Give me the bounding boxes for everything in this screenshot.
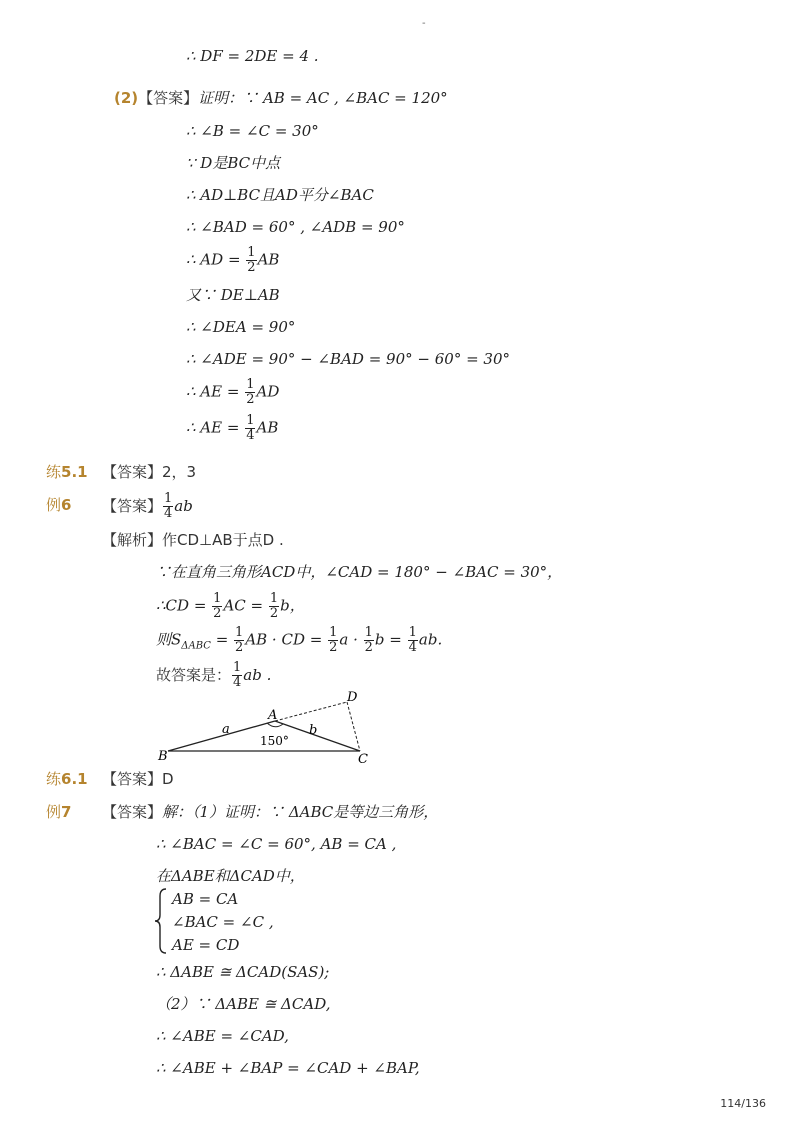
frac-den: 2: [213, 606, 222, 621]
expr-pre: ∴ AE =: [186, 382, 245, 401]
example-prefix: 例: [46, 803, 62, 821]
label-side-a: a: [222, 722, 230, 737]
condition-3: AE = CD: [172, 936, 240, 954]
frac-den: 2: [329, 640, 338, 655]
header-mark: -: [422, 18, 426, 29]
frac-num: 1: [164, 491, 173, 506]
expr-pre: 则S: [156, 630, 182, 649]
answer-value: ab: [174, 497, 193, 515]
example-label: [46, 803, 71, 821]
frac-den: 2: [364, 640, 373, 655]
frac-num: 1: [246, 413, 255, 428]
segment-cd: [347, 702, 360, 751]
fraction-half: [212, 592, 222, 621]
proof-line-df: ∴ DF = 2DE = 4 .: [186, 47, 319, 65]
expr-post: AD: [256, 382, 280, 401]
proof-line-angles: ∴ ∠B = ∠C = 30°: [186, 122, 319, 140]
solution-line-1: ∴ ∠BAC = ∠C = 60°, AB = CA ,: [156, 835, 397, 853]
analysis-step-2: [156, 592, 305, 621]
analysis-step-1: ∵在直角三角形ACD中，∠CAD = 180° − ∠BAC = 30°，: [156, 563, 563, 581]
frac-num: 1: [247, 245, 256, 260]
frac-num: 1: [235, 625, 244, 640]
frac-den: 4: [246, 428, 255, 443]
expr-post: AB: [256, 418, 279, 437]
solution-line-2: 在ΔABE和ΔCAD中，: [156, 867, 305, 885]
answer-value: 2，3: [162, 463, 197, 481]
expr-eq: =: [210, 630, 234, 649]
answer-label: 【答案】: [102, 770, 163, 788]
label-d: D: [347, 690, 358, 705]
fraction-half: [234, 626, 244, 655]
part-2-tag: (2): [114, 89, 139, 107]
fraction-quarter: [408, 626, 418, 655]
part-2-line: [114, 88, 448, 108]
page-number: 114/136: [720, 1097, 766, 1110]
example-6-answer: [102, 492, 193, 521]
exercise-6-1-answer: [102, 769, 174, 789]
expr-mid: AC =: [223, 596, 268, 615]
frac-num: 1: [408, 625, 417, 640]
expr-e: ab.: [418, 630, 443, 649]
answer-label: 【答案】: [102, 497, 163, 515]
frac-num: 1: [329, 625, 338, 640]
solution-line-congruent: ∴ ΔABE ≅ ΔCAD(SAS);: [156, 963, 330, 981]
example-7: [46, 802, 71, 822]
fraction-half: [245, 378, 255, 407]
proof-line-ad: [186, 246, 279, 275]
exercise-5-1: [46, 462, 88, 482]
expr-c: a ·: [339, 630, 363, 649]
exercise-number: 6.1: [61, 770, 88, 788]
proof-line-ae-ab: [186, 414, 278, 443]
frac-den: 2: [269, 606, 279, 621]
conclusion-label: 故答案是：: [156, 666, 232, 684]
frac-num: 1: [269, 591, 279, 606]
label-b: B: [158, 749, 168, 764]
label-a: A: [268, 708, 278, 723]
expr-pre: ∴ AE =: [186, 418, 245, 437]
analysis-label: 【解析】: [102, 531, 163, 549]
proof-line-bad: ∴ ∠BAD = 60° , ∠ADB = 90°: [186, 218, 405, 236]
answer-label: 【答案】: [102, 463, 163, 481]
frac-num: 1: [364, 625, 373, 640]
frac-den: 2: [247, 260, 256, 275]
frac-num: 1: [233, 660, 242, 675]
frac-den: 2: [246, 392, 255, 407]
label-angle-150: 150°: [260, 734, 289, 748]
proof-premise: 证明：∵ AB = AC , ∠BAC = 120°: [198, 89, 448, 107]
expr-post: b，: [280, 596, 305, 615]
exercise-6-1: [46, 769, 88, 789]
example-number: 7: [61, 803, 72, 821]
expr-pre: ∴CD =: [156, 596, 212, 615]
segment-ad-extension: [275, 702, 347, 721]
proof-line-dea: ∴ ∠DEA = 90°: [186, 318, 296, 336]
solution-line-part2: （2）∵ ΔABE ≅ ΔCAD,: [156, 995, 331, 1013]
frac-num: 1: [213, 591, 222, 606]
fraction-half: [269, 592, 279, 621]
triangle-figure: [150, 690, 390, 770]
exercise-prefix: 练: [46, 770, 62, 788]
label-side-b: b: [309, 723, 318, 738]
frac-den: 4: [233, 675, 242, 690]
expr-d: b =: [374, 630, 407, 649]
frac-den: 4: [408, 640, 417, 655]
area-subscript: ΔABC: [181, 640, 211, 652]
condition-2: ∠BAC = ∠C ,: [172, 913, 274, 931]
exercise-number: 5.1: [61, 463, 88, 481]
answer-label: 【答案】: [138, 89, 199, 107]
frac-den: 2: [235, 640, 244, 655]
analysis-step-3: [156, 626, 442, 657]
example-6: [46, 495, 71, 515]
expr-b: AB · CD =: [245, 630, 328, 649]
proof-line-midpoint: ∵ D是BC中点: [186, 154, 281, 172]
answer-label: 【答案】: [102, 803, 163, 821]
solution-line-angle-eq: ∴ ∠ABE = ∠CAD,: [156, 1027, 289, 1045]
solution-intro: 解：（1）证明：∵ ΔABC是等边三角形，: [162, 803, 439, 821]
exercise-label: [46, 770, 88, 788]
example-label: [46, 496, 71, 514]
answer-value: D: [162, 770, 174, 788]
exercise-label: [46, 463, 88, 481]
proof-line-ade: ∴ ∠ADE = 90° − ∠BAD = 90° − 60° = 30°: [186, 350, 511, 368]
fraction-quarter: [232, 661, 242, 690]
example-number: 6: [61, 496, 72, 514]
analysis-text: 作CD⊥AB于点D .: [162, 531, 284, 549]
left-brace: [154, 888, 168, 954]
proof-line-de-perp: 又∵ DE⊥AB: [186, 286, 280, 304]
fraction-quarter: [245, 414, 255, 443]
proof-line-bisector: ∴ AD⊥BC且AD平分∠BAC: [186, 186, 374, 204]
fraction-half: [328, 626, 338, 655]
proof-line-ae-ad: [186, 378, 279, 407]
condition-1: AB = CA: [172, 890, 239, 908]
solution-line-angle-sum: ∴ ∠ABE + ∠BAP = ∠CAD + ∠BAP,: [156, 1059, 420, 1077]
exercise-prefix: 练: [46, 463, 62, 481]
fraction-half: [364, 626, 374, 655]
frac-num: 1: [246, 377, 255, 392]
expr-pre: ∴ AD =: [186, 250, 246, 269]
label-c: C: [358, 752, 368, 767]
exercise-5-1-answer: [102, 462, 196, 482]
analysis-conclusion: [156, 661, 271, 690]
fraction-quarter: [163, 492, 173, 521]
example-6-analysis: [102, 530, 284, 550]
fraction-half: [246, 246, 256, 275]
example-7-answer: [102, 802, 438, 822]
conclusion-value: ab .: [243, 666, 272, 684]
frac-den: 4: [164, 506, 173, 521]
expr-post: AB: [257, 250, 280, 269]
example-prefix: 例: [46, 496, 62, 514]
